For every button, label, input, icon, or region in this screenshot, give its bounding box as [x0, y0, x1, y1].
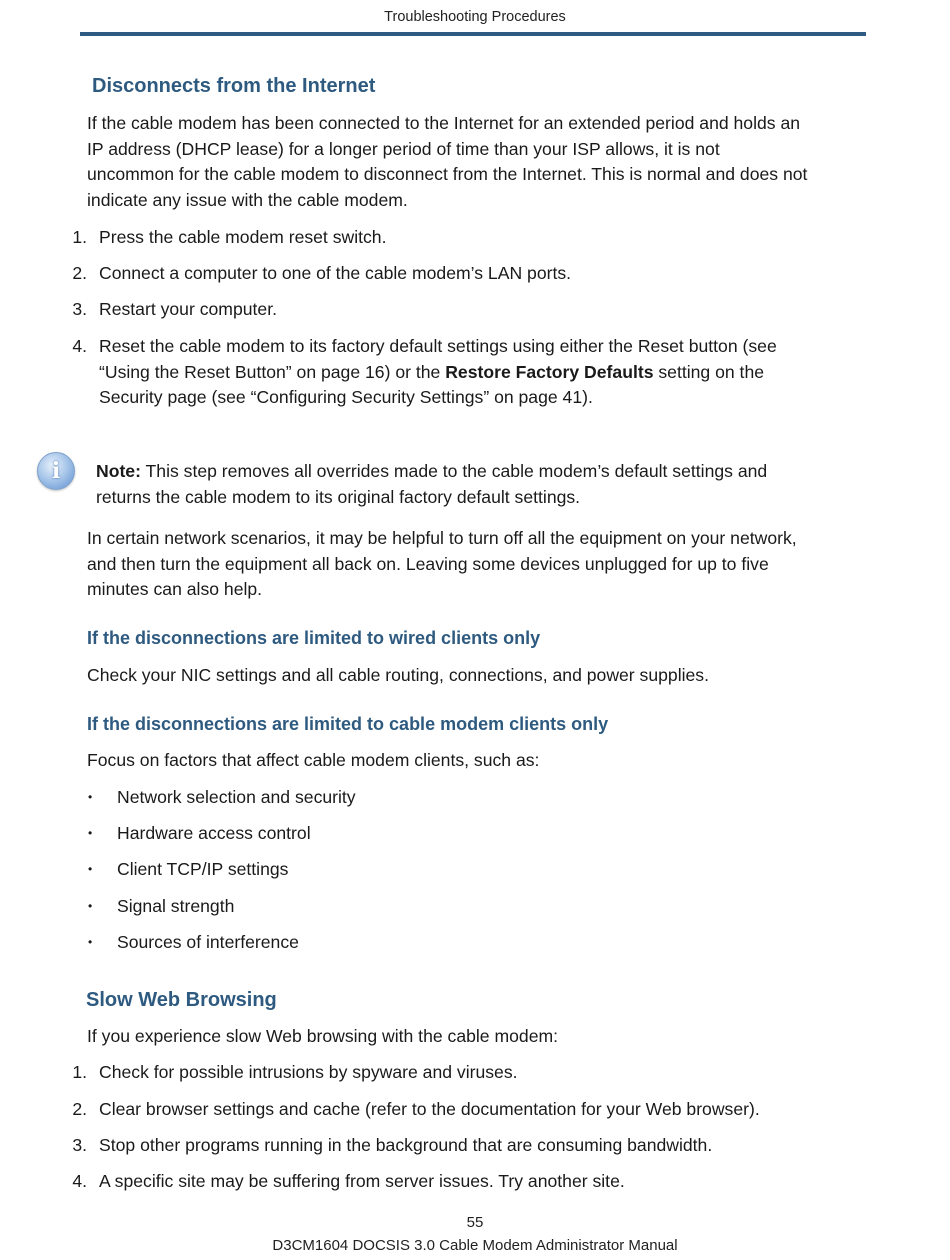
step-number: 4. [72, 336, 87, 356]
bullet-item: Sources of interference [117, 932, 299, 952]
intro-paragraph [87, 111, 807, 213]
step-text: Press the cable modem reset switch. [99, 227, 387, 247]
step-number: 2. [72, 1099, 87, 1119]
note-label: Note: [96, 461, 141, 481]
subheading-wired-clients: If the disconnections are limited to wired clients only [87, 628, 541, 648]
step-text: Clear browser settings and cache (refer to the documentation for your Web browser). [99, 1099, 760, 1119]
bullet-marker: • [88, 790, 93, 804]
intro-line: indicate any issue with the cable modem. [87, 189, 408, 210]
bullet-marker: • [88, 826, 93, 840]
step-4-line: Reset the cable modem to its factory default settings using either the Reset button (see [99, 336, 777, 356]
step-text: A specific site may be suffering from server issues. Try another site. [99, 1171, 625, 1191]
step-text: Connect a computer to one of the cable modem’s LAN ports. [99, 263, 572, 283]
bullet-item: Client TCP/IP settings [117, 859, 289, 879]
note-text: This step removes all overrides made to the cable modem’s default settings and [140, 461, 768, 481]
step-number: 3. [72, 1135, 87, 1155]
bullet-item: Hardware access control [117, 823, 311, 843]
section-heading-slow-browsing: Slow Web Browsing [86, 989, 277, 1011]
step-4-text-after: setting on the [653, 361, 765, 382]
header-rule [80, 32, 866, 36]
section-heading-disconnects: Disconnects from the Internet [92, 75, 376, 97]
step-text: Restart your computer. [99, 299, 277, 319]
note-line: returns the cable modem to its original factory default settings. [96, 486, 581, 507]
step-4-text [99, 334, 777, 411]
wired-text: Check your NIC settings and all cable routing, connections, and power supplies. [87, 665, 709, 685]
step-4-line [99, 360, 777, 386]
running-header: Troubleshooting Procedures [384, 9, 566, 25]
page-number: 55 [466, 1214, 484, 1231]
bullet-marker: • [88, 899, 93, 913]
step-text: Check for possible intrusions by spyware and viruses. [99, 1062, 518, 1082]
step-number: 3. [72, 299, 87, 319]
subheading-modem-clients: If the disconnections are limited to cable modem clients only [87, 714, 609, 734]
bullet-marker: • [88, 862, 93, 876]
bullet-item: Network selection and security [117, 787, 356, 807]
intro-line: IP address (DHCP lease) for a longer period of time than your ISP allows, it is not [87, 138, 720, 159]
outro-line: minutes can also help. [87, 579, 263, 599]
bullet-item: Signal strength [117, 896, 235, 916]
step-number: 4. [72, 1171, 87, 1191]
step-number: 1. [72, 1062, 87, 1082]
intro-line: uncommon for the cable modem to disconnect from the Internet. This is normal and does not [87, 164, 808, 184]
outro-paragraph [87, 526, 797, 603]
note-line [96, 459, 767, 485]
step-number: 1. [72, 227, 87, 247]
step-text: Stop other programs running in the background that are consuming bandwidth. [99, 1135, 713, 1155]
step-4-text-before: “Using the Reset Button” on page 16) or the [99, 361, 446, 382]
footer-manual-title: D3CM1604 DOCSIS 3.0 Cable Modem Administrator Manual [272, 1237, 678, 1254]
bullet-marker: • [88, 935, 93, 949]
info-icon: i [37, 452, 75, 490]
intro-line: If the cable modem has been connected to the Internet for an extended period and holds an [87, 113, 801, 133]
modem-clients-intro: Focus on factors that affect cable modem clients, such as: [87, 750, 540, 770]
restore-factory-defaults-term: Restore Factory Defaults [445, 361, 654, 382]
outro-line: and then turn the equipment all back on. Leaving some devices unplugged for up to five [87, 553, 769, 574]
step-number: 2. [72, 263, 87, 283]
step-4-line: Security page (see “Configuring Security Settings” on page 41). [99, 387, 593, 407]
outro-line: In certain network scenarios, it may be helpful to turn off all the equipment on your network, [87, 528, 797, 548]
note-block [96, 459, 767, 510]
slow-intro: If you experience slow Web browsing with the cable modem: [87, 1026, 559, 1046]
